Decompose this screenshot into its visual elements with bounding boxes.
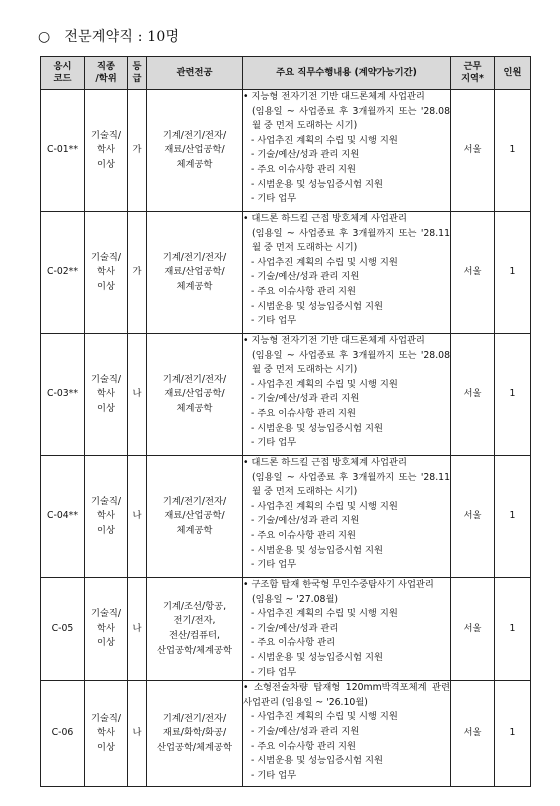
job-type: 기술직/ 학사 이상 [85,90,128,212]
duty-item: - 사업추진 계획의 수립 및 시행 지원 [243,378,450,393]
duty-item: - 주요 이슈사항 관리 지원 [243,529,450,544]
grade: 나 [128,456,147,578]
table-header-row [41,57,531,90]
duty-item: - 기타 업무 [243,192,450,207]
duty-title: • 대드론 하드킬 근접 방호체계 사업관리 [243,457,407,468]
duty-item: - 사업추진 계획의 수립 및 시행 지원 [243,256,450,271]
duty-title: • 소형전술차량 탑재형 120mm박격포체계 관련 사업관리 (임용일 ~ '26.10월) [243,682,450,708]
job-type: 기술직/ 학사 이상 [85,456,128,578]
duty-item: - 시범운용 및 성능입증시험 지원 [243,300,450,315]
header-major: 관련전공 [147,57,243,90]
duty-item: - 시범운용 및 성능입증시험 지원 [243,422,450,437]
duty-item: - 기타 업무 [243,314,450,329]
duty-item: - 주요 이슈사항 관리 [243,636,450,651]
position-code: C-01** [41,90,85,212]
work-location: 서울 [451,578,495,681]
grade: 나 [128,681,147,787]
job-type: 기술직/ 학사 이상 [85,578,128,681]
duty-period: (임용일 ~ '27.08월) [252,593,339,605]
duty-item: - 기타 업무 [243,666,450,681]
headcount: 1 [495,90,531,212]
duties-cell [243,334,451,456]
section-heading [38,26,179,46]
duty-item: - 기술/예산/성과 관리 지원 [243,725,450,740]
duties-cell [243,578,451,681]
duty-item: - 기술/예산/성과 관리 지원 [243,148,450,163]
related-major: 기계/전기/전자/ 재료/산업공학/ 체계공학 [147,334,243,456]
duty-item: - 시범운용 및 성능입증시험 지원 [243,544,450,559]
circle-bullet-icon: ○ [38,29,51,45]
positions-table [40,56,531,787]
duty-item: - 기술/예산/성과 관리 지원 [243,270,450,285]
duty-item: - 사업추진 계획의 수립 및 시행 지원 [243,134,450,149]
duty-period: (임용일 ~ 사업종료 후 3개월까지 또는 '28.08월 중 먼저 도래하는 시기) [252,349,450,376]
duty-item: - 기술/예산/성과 관리 지원 [243,392,450,407]
table-row [41,334,531,456]
duty-item: - 사업추진 계획의 수립 및 시행 지원 [243,607,450,622]
duty-item: - 주요 이슈사항 관리 지원 [243,285,450,300]
duty-item: - 주요 이슈사항 관리 지원 [243,163,450,178]
headcount: 1 [495,334,531,456]
table-row [41,578,531,681]
table-row [41,212,531,334]
table-row [41,90,531,212]
table-row [41,456,531,578]
duty-title: • 구조함 탑재 한국형 무인수중탐사기 사업관리 [243,579,434,590]
related-major: 기계/전기/전자/ 재료/화학/화공/ 산업공학/체계공학 [147,681,243,787]
duty-item: - 기타 업무 [243,769,450,784]
duty-item: - 주요 이슈사항 관리 지원 [243,740,450,755]
work-location: 서울 [451,212,495,334]
work-location: 서울 [451,681,495,787]
job-type: 기술직/ 학사 이상 [85,212,128,334]
job-type: 기술직/ 학사 이상 [85,334,128,456]
header-type: 직종 /학위 [85,57,128,90]
header-count: 인원 [495,57,531,90]
headcount: 1 [495,681,531,787]
duty-period: (임용일 ~ 사업종료 후 3개월까지 또는 '28.11월 중 먼저 도래하는 시기) [252,471,450,498]
header-grade: 등 급 [128,57,147,90]
work-location: 서울 [451,90,495,212]
headcount: 1 [495,212,531,334]
position-code: C-03** [41,334,85,456]
duty-item: - 사업추진 계획의 수립 및 시행 지원 [243,500,450,515]
section-title: 전문계약직 : 10명 [64,29,180,45]
grade: 가 [128,212,147,334]
duty-title: • 지능형 전자기전 기반 대드론체계 사업관리 [243,335,425,346]
duty-item: - 시범운용 및 성능입증시험 지원 [243,651,450,666]
related-major: 기계/전기/전자/ 재료/산업공학/ 체계공학 [147,212,243,334]
grade: 나 [128,334,147,456]
duty-item: - 기타 업무 [243,436,450,451]
duties-cell [243,212,451,334]
duties-cell [243,456,451,578]
duties-cell [243,681,451,787]
duty-title: • 지능형 전자기전 기반 대드론체계 사업관리 [243,91,425,102]
related-major: 기계/전기/전자/ 재료/산업공학/ 체계공학 [147,90,243,212]
duty-period: (임용일 ~ 사업종료 후 3개월까지 또는 '28.11월 중 먼저 도래하는 시기) [252,227,450,254]
table-row [41,681,531,787]
duty-title: • 대드론 하드킬 근접 방호체계 사업관리 [243,213,407,224]
position-code: C-06 [41,681,85,787]
grade: 가 [128,90,147,212]
related-major: 기계/조선/항공, 전기/전자, 전산/컴퓨터, 산업공학/체계공학 [147,578,243,681]
position-code: C-04** [41,456,85,578]
headcount: 1 [495,578,531,681]
related-major: 기계/전기/전자/ 재료/산업공학/ 체계공학 [147,456,243,578]
duty-item: - 기타 업무 [243,558,450,573]
grade: 나 [128,578,147,681]
duty-item: - 기술/예산/성과 관리 지원 [243,514,450,529]
position-code: C-05 [41,578,85,681]
work-location: 서울 [451,334,495,456]
duty-item: - 사업추진 계획의 수립 및 시행 지원 [243,710,450,725]
duty-item: - 시범운용 및 성능입증시험 지원 [243,178,450,193]
duty-item: - 기술/예산/성과 관리 [243,622,450,637]
duty-period: (임용일 ~ 사업종료 후 3개월까지 또는 '28.08월 중 먼저 도래하는 시기) [252,105,450,132]
work-location: 서울 [451,456,495,578]
header-duties: 주요 직무수행내용 (계약가능기간) [243,57,451,90]
header-location: 근무 지역* [451,57,495,90]
header-code: 응시 코드 [41,57,85,90]
duty-item: - 주요 이슈사항 관리 지원 [243,407,450,422]
duties-cell [243,90,451,212]
position-code: C-02** [41,212,85,334]
headcount: 1 [495,456,531,578]
job-type: 기술직/ 학사 이상 [85,681,128,787]
duty-item: - 시범운용 및 성능입증시험 지원 [243,754,450,769]
